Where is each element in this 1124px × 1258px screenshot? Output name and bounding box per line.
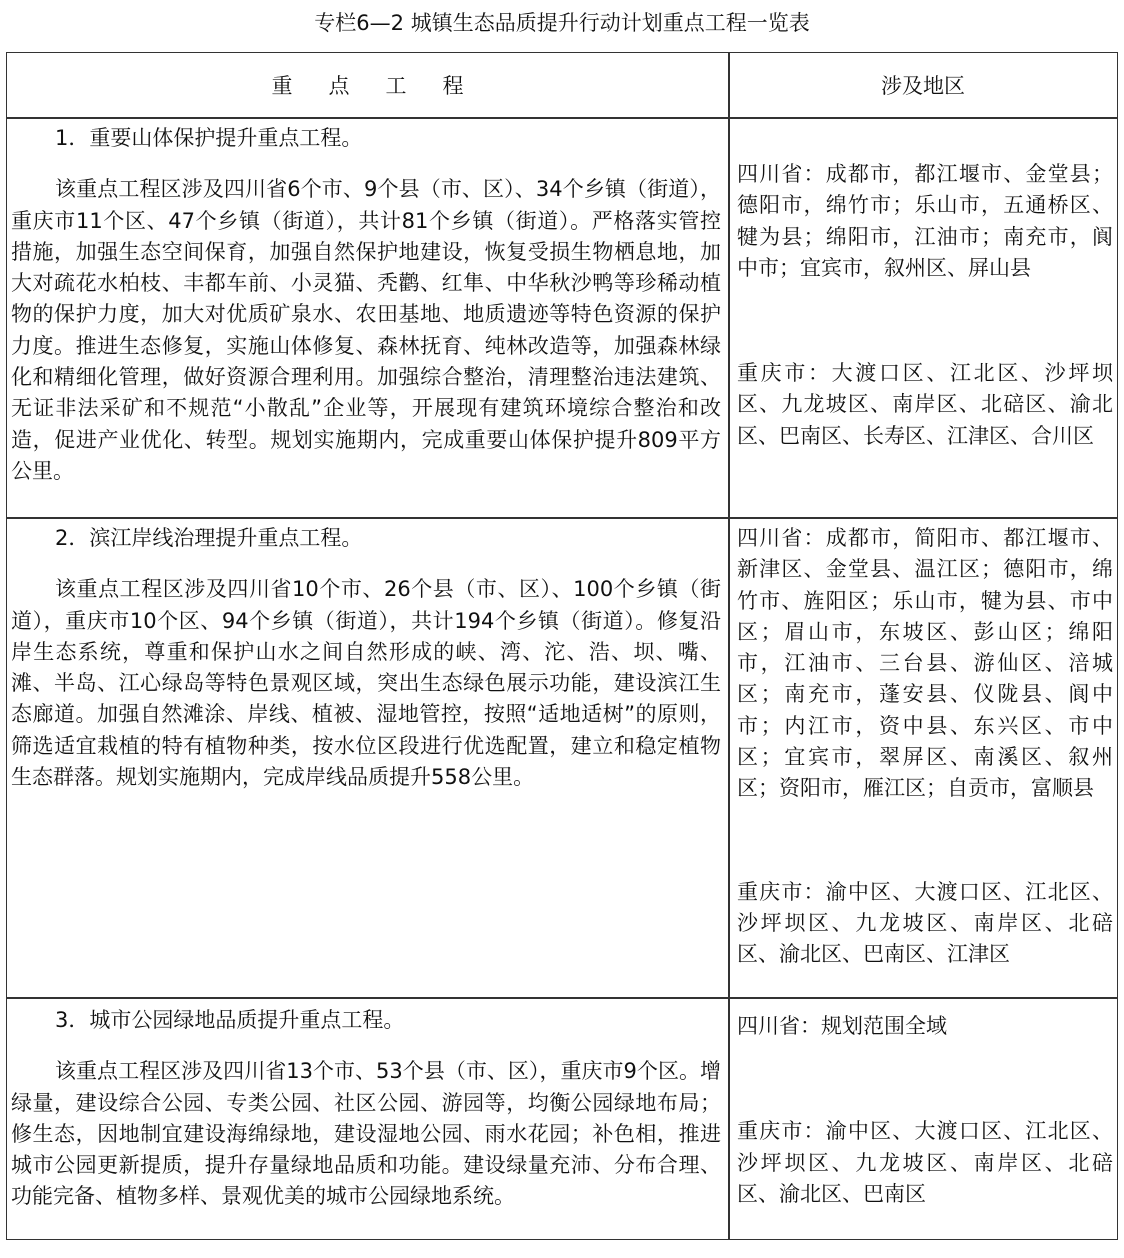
row-divider	[7, 517, 1117, 519]
chongqing-areas: 重庆市：大渡口区、江北区、沙坪坝区、九龙坡区、南岸区、北碚区、渝北区、巴南区、长寿区、江津区、合川区	[737, 361, 1113, 448]
row-divider	[7, 117, 1117, 119]
project-description: 该重点工程区涉及四川省6个市、9个县（市、区）、34个乡镇（街道），重庆市11个区、47个乡镇（街道），共计81个乡镇（街道）。严格落实管控措施，加强生态空间保育，加强自然保护地建设，恢复受损生物栖息地，加大对疏花水柏枝、丰都车前、小灵猫、秃鹳、红隼、中华秋沙鸭等珍稀动植物的保护力度，加大对优质矿泉水、农田基地、地质遗迹等特色资源的保护力度。推进生态修复，实施山体修复、森林抚育、纯林改造等，加强森林绿化和精细化管理，做好资源合理利用。加强综合整治，清理整治违法建筑、无证非法采矿和不规范“小散乱”企业等，开展现有建筑环境综合整治和改造，促进产业优化、转型。规划实施期内，完成重要山体保护提升809平方公里。	[11, 177, 721, 483]
sichuan-areas: 四川省：成都市，简阳市、都江堰市、新津区、金堂县、温江区；德阳市，绵竹市、旌阳区；乐山市，犍为县、市中区；眉山市，东坡区、彭山区；绵阳市，江油市、三台县、游仙区、涪城区；南充市，蓬安县、仪陇县、阆中市；内江市，资中县、东兴区、市中区；宜宾市，翠屏区、南溪区、叙州区；资阳市，雁江区；自贡市，富顺县	[737, 526, 1113, 801]
project-title: 1．重要山体保护提升重点工程。	[55, 126, 363, 150]
project-cell	[11, 123, 721, 487]
projects-table	[6, 52, 1118, 1240]
project-cell	[11, 1005, 721, 1213]
column-divider	[728, 53, 730, 1239]
table-title: 专栏6—2 城镇生态品质提升行动计划重点工程一览表	[314, 11, 810, 35]
sichuan-areas: 四川省：成都市，都江堰市、金堂县；德阳市，绵竹市；乐山市，五通桥区、犍为县；绵阳市，江油市；南充市，阆中市；宜宾市，叙州区、屏山县	[737, 162, 1113, 280]
header-project: 重点工程	[271, 74, 500, 98]
project-description: 该重点工程区涉及四川省10个市、26个县（市、区）、100个乡镇（街道），重庆市10个区、94个乡镇（街道），共计194个乡镇（街道）。修复沿岸生态系统，尊重和保护山水之间自然形成的峡、湾、沱、浩、坝、嘴、滩、半岛、江心绿岛等特色景观区域，突出生态绿色展示功能，建设滨江生态廊道。加强自然滩涂、岸线、植被、湿地管控，按照“适地适树”的原则，筛选适宜栽植的特有植物种类，按水位区段进行优选配置，建立和稳定植物生态群落。规划实施期内，完成岸线品质提升558公里。	[11, 577, 721, 790]
project-cell	[11, 523, 721, 793]
project-title: 2．滨江岸线治理提升重点工程。	[55, 526, 363, 550]
area-cell	[737, 523, 1113, 971]
chongqing-areas: 重庆市：渝中区、大渡口区、江北区、沙坪坝区、九龙坡区、南岸区、北碚区、渝北区、巴南区	[737, 1119, 1113, 1206]
project-title: 3．城市公园绿地品质提升重点工程。	[55, 1008, 405, 1032]
project-description: 该重点工程区涉及四川省13个市、53个县（市、区），重庆市9个区。增绿量，建设综合公园、专类公园、社区公园、游园等，均衡公园绿地布局；修生态，因地制宜建设海绵绿地，建设湿地公园、雨水花园；补色相，推进城市公园更新提质，提升存量绿地品质和功能。建设绿量充沛、分布合理、功能完备、植物多样、景观优美的城市公园绿地系统。	[11, 1059, 721, 1209]
area-cell	[737, 159, 1113, 452]
sichuan-areas: 四川省：规划范围全域	[737, 1014, 947, 1038]
row-divider	[7, 997, 1117, 999]
chongqing-areas: 重庆市：渝中区、大渡口区、江北区、沙坪坝区、九龙坡区、南岸区、北碚区、渝北区、巴南区、江津区	[737, 879, 1113, 967]
header-area: 涉及地区	[881, 74, 965, 98]
area-cell	[737, 1011, 1113, 1210]
